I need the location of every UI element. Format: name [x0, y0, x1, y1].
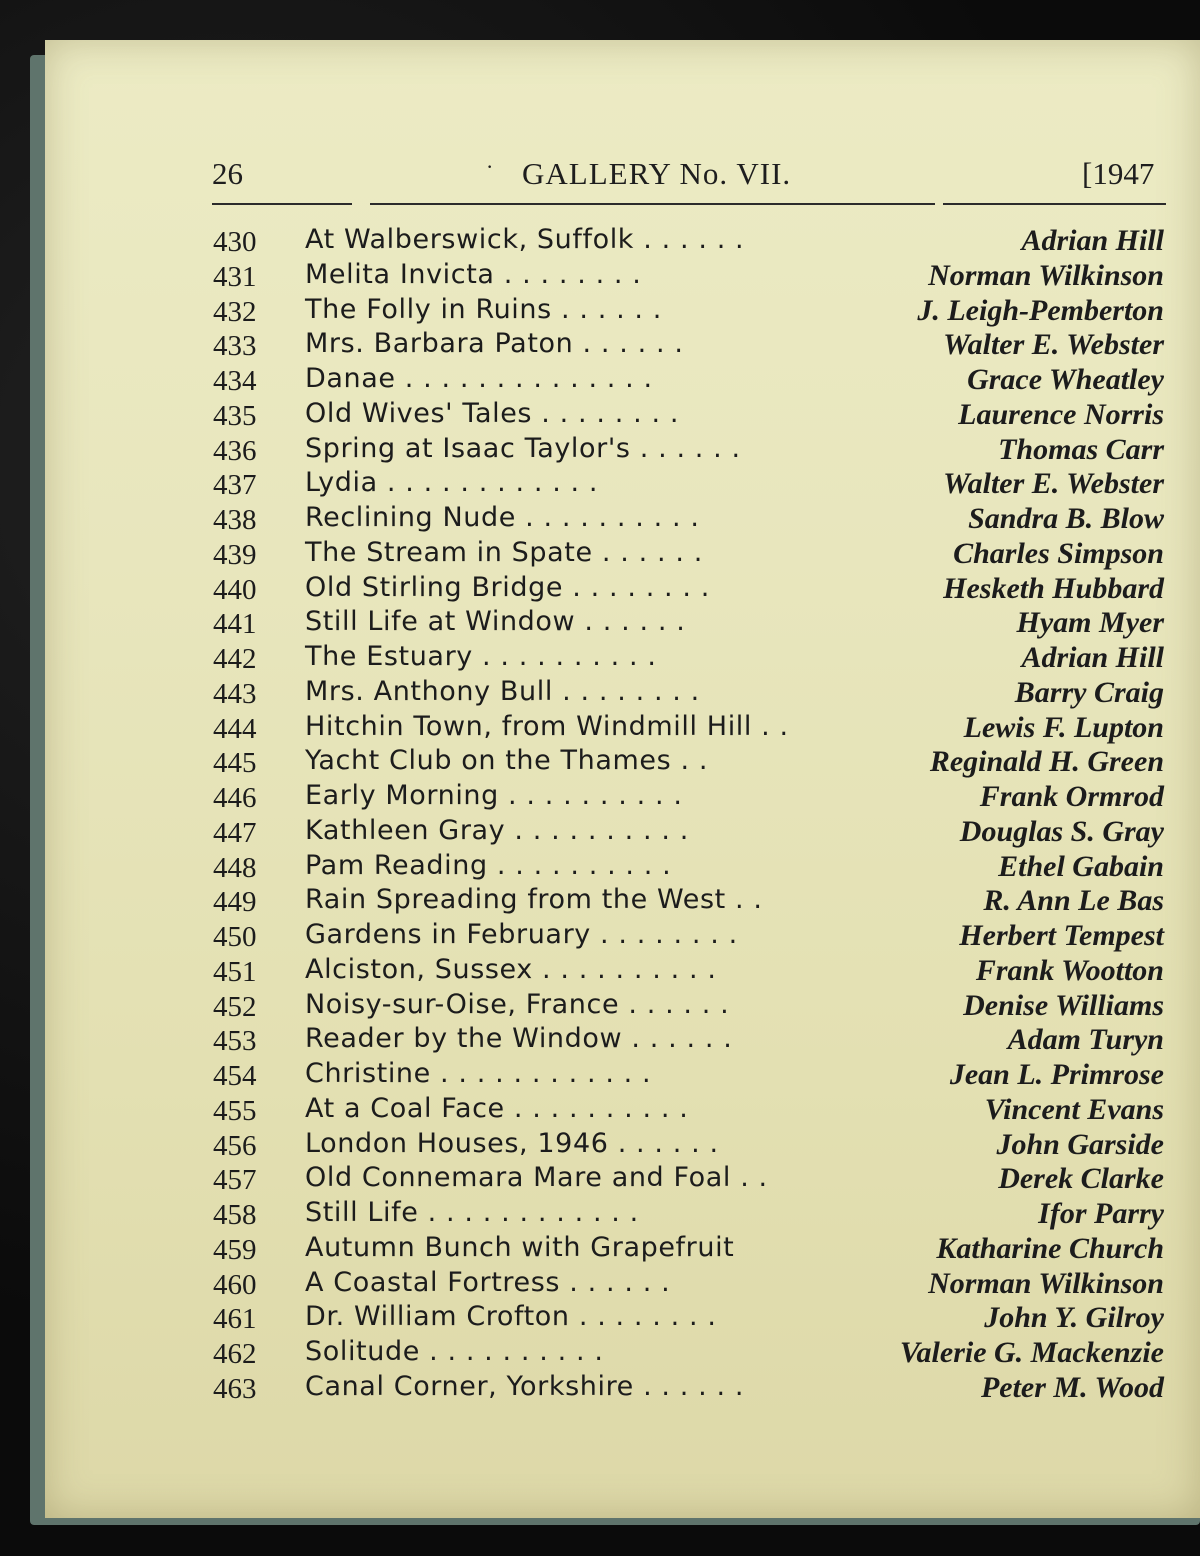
catalogue-entry	[0, 222, 1200, 257]
entry-title: London Houses, 1946 . . . . . .	[305, 1127, 719, 1159]
catalogue-entry	[0, 570, 1200, 605]
entry-number: 455	[213, 1094, 257, 1127]
entry-number: 442	[213, 643, 257, 675]
entry-artist: Hesketh Hubbard	[943, 571, 1164, 605]
entry-title: Old Wives' Tales . . . . . . . .	[305, 397, 680, 429]
entry-artist: Thomas Carr	[998, 432, 1164, 466]
entry-number: 460	[213, 1268, 257, 1301]
entry-number: 447	[213, 816, 257, 849]
catalogue-entry	[0, 396, 1200, 431]
catalogue-entry	[0, 1299, 1200, 1334]
entry-title: Solitude . . . . . . . . . .	[305, 1336, 604, 1367]
entry-title: Still Life . . . . . . . . . . . .	[305, 1197, 639, 1228]
entry-title: Melita Invicta . . . . . . . .	[305, 258, 642, 290]
entry-artist: Valerie G. Mackenzie	[899, 1336, 1164, 1369]
catalogue-entry	[0, 604, 1200, 639]
entry-title: The Folly in Ruins . . . . . .	[305, 293, 662, 325]
entry-artist: Barry Craig	[1014, 675, 1164, 709]
entry-number: 457	[213, 1164, 257, 1197]
entry-number: 445	[213, 747, 257, 780]
entry-number: 462	[213, 1338, 257, 1370]
catalogue-list	[0, 222, 1200, 1404]
entry-artist: Walter E. Webster	[943, 467, 1164, 501]
entry-title: Christine . . . . . . . . . . . .	[305, 1058, 652, 1089]
entry-number: 437	[213, 469, 257, 502]
entry-title: Pam Reading . . . . . . . . . .	[305, 849, 672, 881]
entry-artist: Reginald H. Green	[929, 745, 1164, 779]
entry-title: Hitchin Town, from Windmill Hill . .	[305, 710, 789, 742]
entry-artist: Laurence Norris	[958, 397, 1164, 431]
entry-number: 439	[213, 538, 257, 571]
catalogue-entry	[0, 709, 1200, 744]
entry-artist: Peter M. Wood	[980, 1370, 1164, 1404]
entry-artist: John Garside	[996, 1127, 1164, 1161]
entry-artist: Jean L. Primrose	[949, 1058, 1164, 1091]
entry-title: A Coastal Fortress . . . . . .	[305, 1266, 671, 1298]
catalogue-entry	[0, 674, 1200, 709]
entry-title: Danae . . . . . . . . . . . . . .	[305, 363, 653, 394]
entry-title: Noisy-sur-Oise, France . . . . . .	[305, 988, 730, 1020]
catalogue-entry	[0, 326, 1200, 361]
catalogue-entry	[0, 987, 1200, 1022]
entry-number: 458	[213, 1199, 257, 1231]
entry-title: At Walberswick, Suffolk . . . . . .	[305, 224, 745, 255]
entry-number: 441	[213, 608, 257, 641]
catalogue-entry	[0, 952, 1200, 987]
entry-number: 440	[213, 573, 257, 606]
entry-artist: Derek Clarke	[998, 1162, 1164, 1196]
catalogue-entry	[0, 1334, 1200, 1369]
entry-artist: Frank Wootton	[975, 953, 1164, 987]
catalogue-entry	[0, 1056, 1200, 1091]
entry-number: 461	[213, 1303, 257, 1336]
entry-artist: Sandra B. Blow	[968, 502, 1164, 535]
entry-number: 443	[213, 677, 257, 710]
entry-title: The Estuary . . . . . . . . . .	[305, 641, 657, 672]
page-header	[0, 152, 1200, 196]
catalogue-entry	[0, 1265, 1200, 1300]
entry-number: 448	[213, 851, 257, 884]
entry-artist: Katharine Church	[936, 1231, 1164, 1265]
catalogue-entry	[0, 1126, 1200, 1161]
entry-artist: Herbert Tempest	[959, 919, 1164, 952]
entry-title: Dr. William Crofton . . . . . . . .	[305, 1301, 717, 1333]
entry-number: 451	[213, 955, 257, 988]
catalogue-entry	[0, 257, 1200, 292]
entry-number: 456	[213, 1129, 257, 1162]
entry-title: At a Coal Face . . . . . . . . . .	[305, 1092, 689, 1124]
entry-artist: Ifor Parry	[1038, 1197, 1164, 1230]
entry-title: Rain Spreading from the West . .	[305, 884, 763, 916]
entry-artist: Norman Wilkinson	[928, 258, 1164, 292]
entry-title: Spring at Isaac Taylor's . . . . . .	[305, 432, 741, 464]
entry-artist: John Y. Gilroy	[984, 1301, 1164, 1335]
entry-artist: R. Ann Le Bas	[983, 884, 1164, 918]
entry-number: 449	[213, 886, 257, 919]
catalogue-entry	[0, 1160, 1200, 1195]
catalogue-entry	[0, 882, 1200, 917]
catalogue-entry	[0, 431, 1200, 466]
entry-title: Reader by the Window . . . . . .	[305, 1023, 733, 1055]
entry-artist: J. Leigh-Pemberton	[917, 293, 1164, 327]
entry-title: Canal Corner, Yorkshire . . . . . .	[305, 1370, 745, 1402]
entry-artist: Charles Simpson	[953, 536, 1164, 570]
entry-number: 459	[213, 1233, 257, 1266]
catalogue-entry	[0, 813, 1200, 848]
catalogue-entry	[0, 1195, 1200, 1230]
catalogue-entry	[0, 1021, 1200, 1056]
entry-title: Lydia . . . . . . . . . . . .	[305, 467, 599, 499]
entry-title: Kathleen Gray . . . . . . . . . .	[305, 814, 689, 846]
entry-number: 452	[213, 990, 257, 1023]
entry-artist: Adrian Hill	[1021, 641, 1164, 674]
year-label: [1947	[1082, 156, 1155, 191]
entry-title: Early Morning . . . . . . . . . .	[305, 780, 683, 811]
entry-title: Mrs. Anthony Bull . . . . . . . .	[305, 675, 700, 707]
entry-title: Autumn Bunch with Grapefruit	[305, 1231, 735, 1263]
catalogue-entry	[0, 1091, 1200, 1126]
entry-artist: Adrian Hill	[1021, 224, 1164, 257]
catalogue-entry	[0, 1369, 1200, 1404]
entry-title: Old Connemara Mare and Foal . .	[305, 1162, 768, 1194]
catalogue-entry	[0, 535, 1200, 570]
catalogue-entry	[0, 500, 1200, 535]
entry-artist: Walter E. Webster	[943, 328, 1164, 362]
entry-title: The Stream in Spate . . . . . .	[305, 536, 703, 568]
entry-number: 454	[213, 1060, 257, 1092]
entry-number: 433	[213, 330, 257, 363]
entry-title: Gardens in February . . . . . . . .	[305, 919, 738, 950]
entry-number: 438	[213, 504, 257, 536]
entry-artist: Douglas S. Gray	[959, 814, 1164, 848]
header-rule-left	[212, 203, 352, 205]
catalogue-entry	[0, 778, 1200, 813]
entry-number: 453	[213, 1025, 257, 1058]
entry-artist: Adam Turyn	[1007, 1023, 1164, 1057]
entry-artist: Ethel Gabain	[998, 849, 1164, 883]
entry-number: 435	[213, 399, 257, 432]
entry-artist: Grace Wheatley	[967, 363, 1164, 396]
entry-artist: Vincent Evans	[984, 1092, 1164, 1126]
entry-number: 436	[213, 434, 257, 467]
gallery-title: GALLERY No. VII.	[522, 156, 792, 191]
entry-artist: Denise Williams	[963, 988, 1164, 1022]
entry-artist: Frank Ormrod	[979, 780, 1164, 813]
entry-artist: Hyam Myer	[1016, 606, 1164, 640]
catalogue-entry	[0, 1230, 1200, 1265]
catalogue-entry	[0, 917, 1200, 952]
entry-number: 450	[213, 921, 257, 953]
catalogue-entry	[0, 639, 1200, 674]
entry-title: Alciston, Sussex . . . . . . . . . .	[305, 953, 717, 985]
entry-title: Mrs. Barbara Paton . . . . . .	[305, 328, 684, 360]
catalogue-entry	[0, 465, 1200, 500]
catalogue-entry	[0, 361, 1200, 396]
entry-artist: Norman Wilkinson	[928, 1266, 1164, 1300]
entry-number: 463	[213, 1372, 257, 1405]
entry-title: Reclining Nude . . . . . . . . . .	[305, 502, 700, 533]
page-number: 26	[212, 156, 243, 191]
entry-artist: Lewis F. Lupton	[963, 710, 1164, 744]
entry-title: Yacht Club on the Thames . .	[305, 745, 708, 777]
entry-title: Still Life at Window . . . . . .	[305, 606, 686, 638]
entry-number: 431	[213, 260, 257, 293]
header-dot: ·	[486, 154, 494, 179]
entry-number: 446	[213, 782, 257, 814]
entry-number: 434	[213, 365, 257, 397]
entry-number: 444	[213, 712, 257, 745]
entry-number: 432	[213, 295, 257, 328]
entry-number: 430	[213, 226, 257, 258]
entry-title: Old Stirling Bridge . . . . . . . .	[305, 571, 710, 603]
header-rule-middle	[370, 203, 935, 205]
header-rule-right	[943, 203, 1166, 205]
catalogue-entry	[0, 743, 1200, 778]
catalogue-entry	[0, 848, 1200, 883]
catalogue-entry	[0, 292, 1200, 327]
